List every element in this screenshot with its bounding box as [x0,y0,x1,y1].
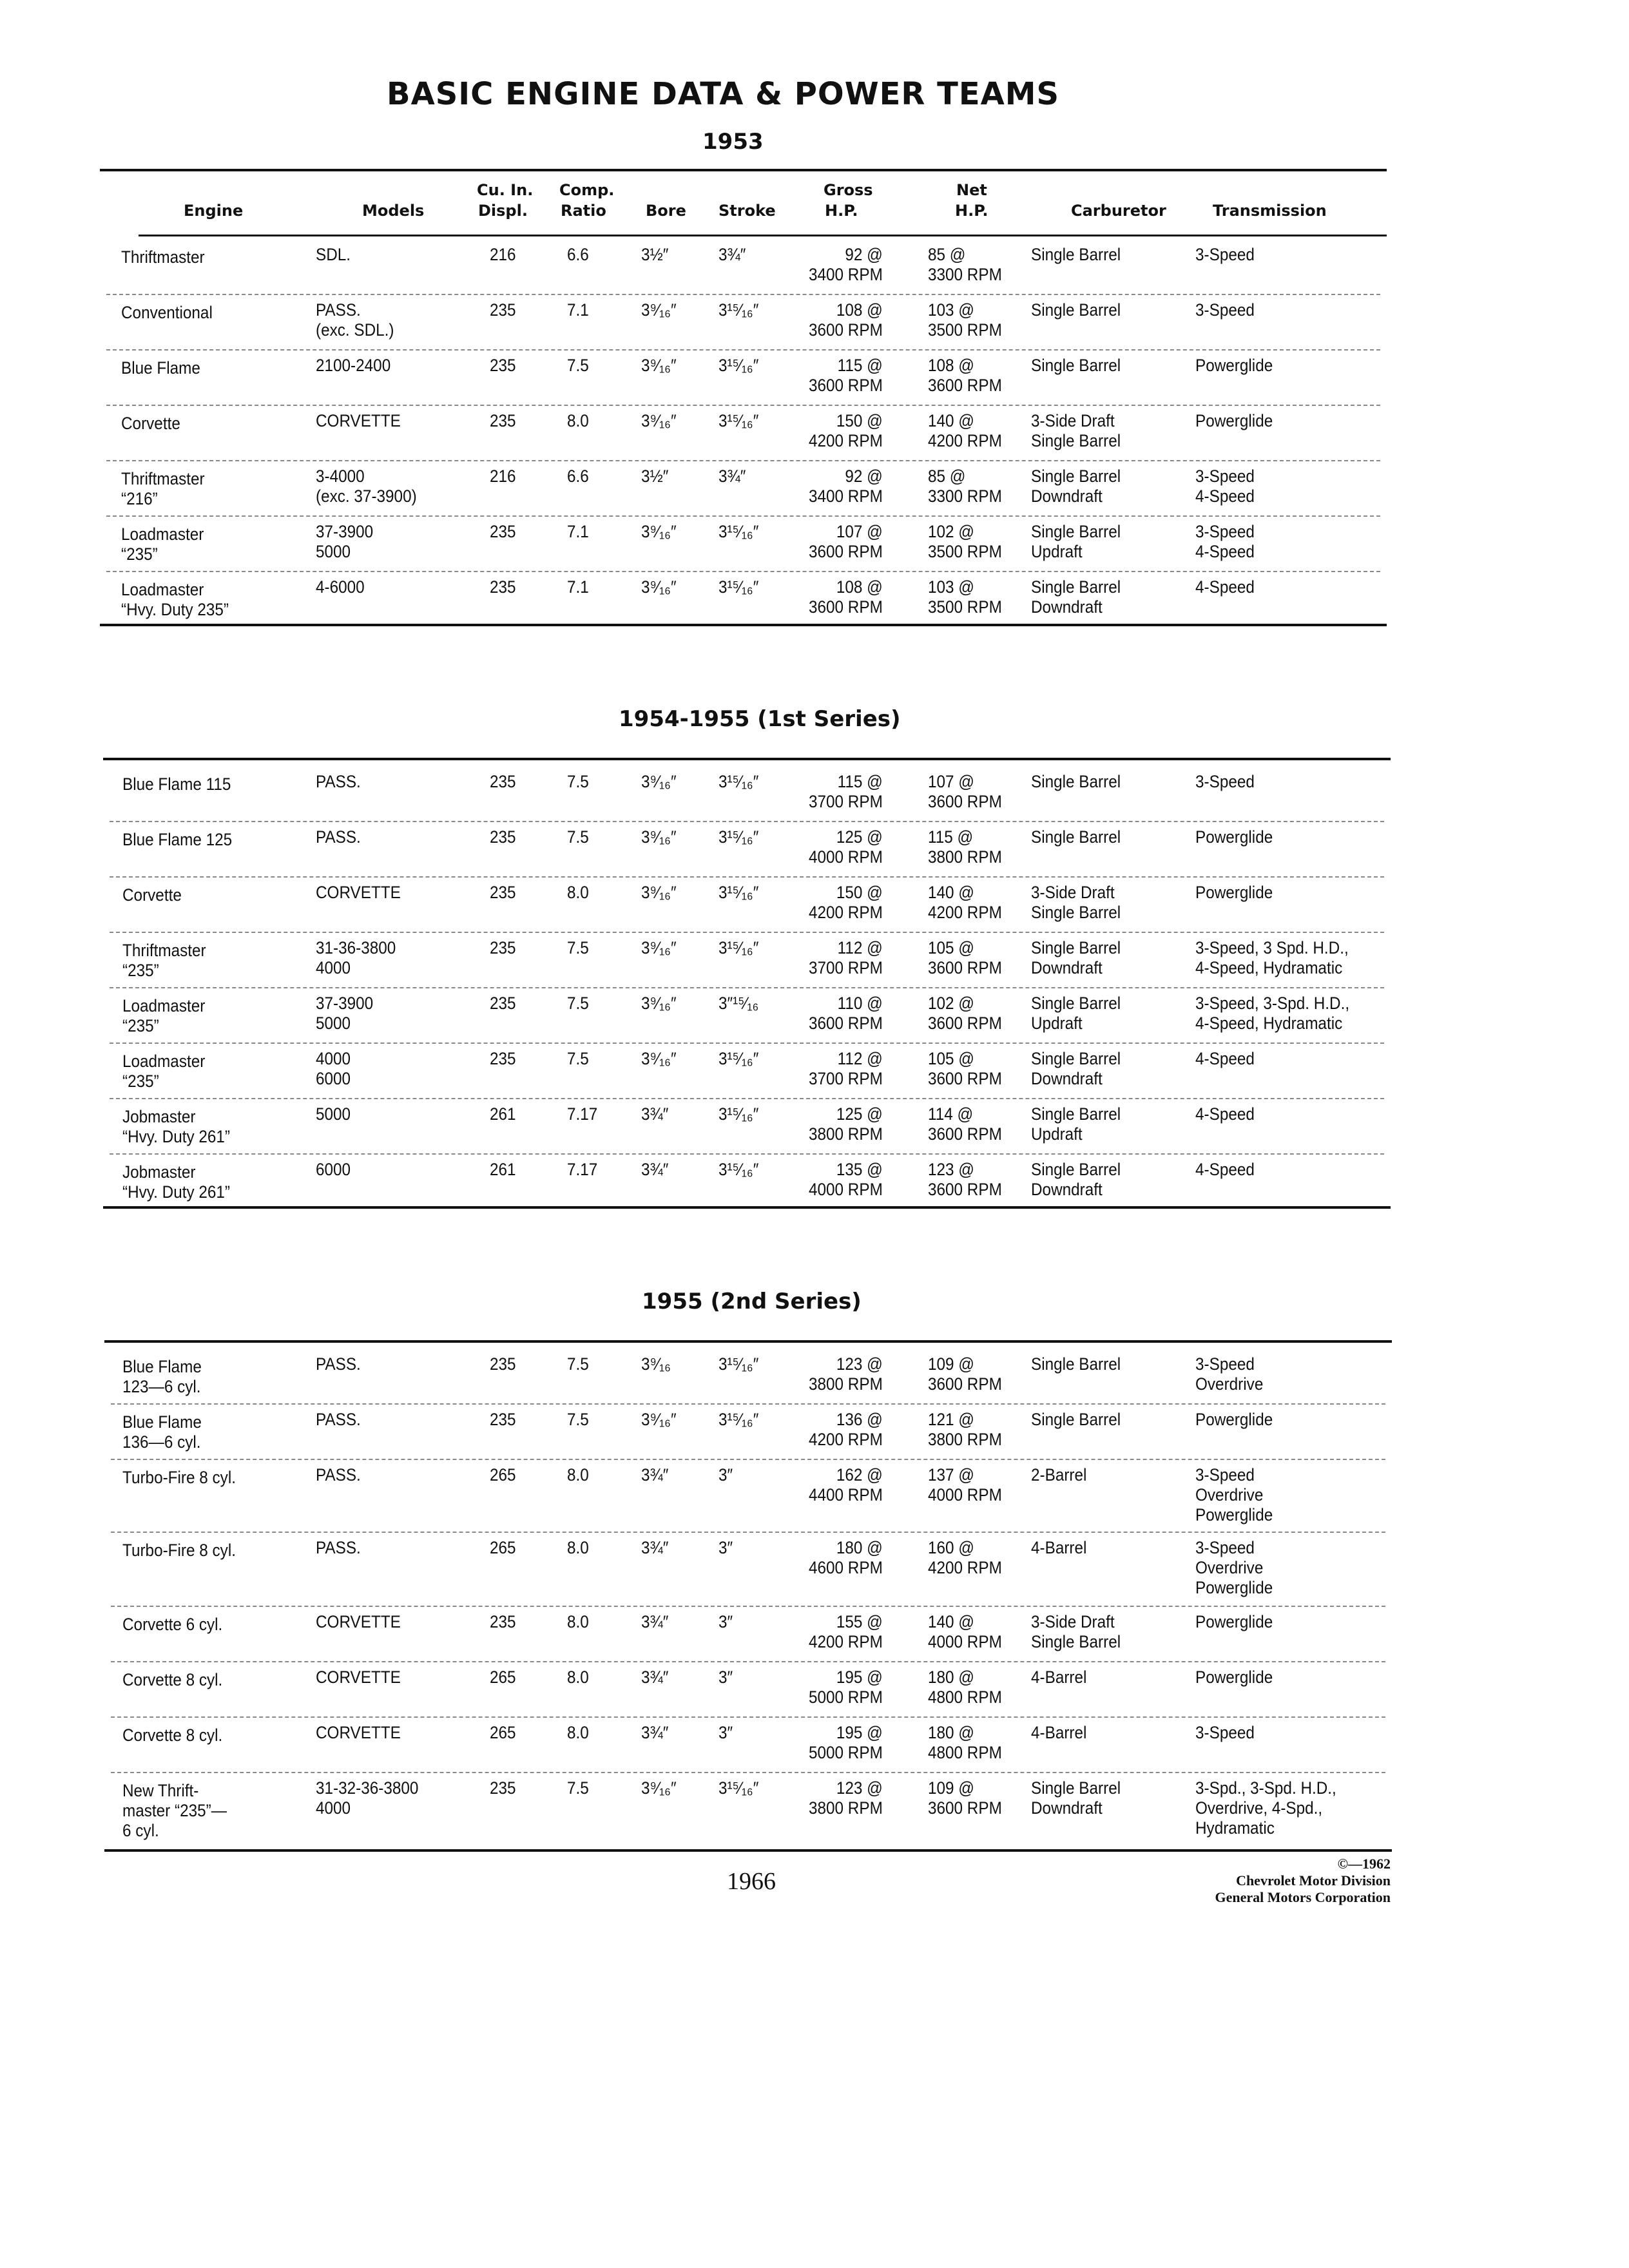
section-bottom-rule [104,1849,1392,1852]
cell-engine: Thriftmaster “235” [122,941,206,980]
cell-gross-hp: 155 @ 4200 RPM [809,1612,883,1651]
cell-comp-ratio: 7.1 [567,522,589,541]
cell-carburetor: 3-Side Draft Single Barrel [1031,1612,1121,1651]
cell-models: PASS. [316,827,361,847]
cell-stroke: 3″ [718,1538,733,1557]
cell-bore: 3⁹⁄₁₆″ [641,411,677,430]
cell-bore: 3⁹⁄₁₆″ [641,1778,677,1798]
cell-net-hp: 121 @ 3800 RPM [928,1410,1002,1449]
cell-bore: 3⁹⁄₁₆ [641,1354,671,1374]
cell-gross-hp: 92 @ 3400 RPM [809,466,883,506]
cell-bore: 3⁹⁄₁₆″ [641,300,677,320]
cell-displ: 235 [490,883,516,902]
cell-net-hp: 114 @ 3600 RPM [928,1104,1002,1144]
cell-transmission: 3-Speed Overdrive [1195,1354,1264,1394]
cell-gross-hp: 112 @ 3700 RPM [809,1049,883,1088]
cell-engine: Blue Flame [121,358,200,378]
cell-stroke: 3¹⁵⁄₁₆″ [718,883,759,902]
cell-stroke: 3¹⁵⁄₁₆″ [718,772,759,791]
cell-net-hp: 140 @ 4200 RPM [928,411,1002,450]
row-divider [106,294,1380,295]
row-divider [111,1661,1385,1662]
cell-gross-hp: 135 @ 4000 RPM [809,1160,883,1199]
cell-stroke: 3″ [718,1667,733,1687]
header-comp: Comp. [559,181,615,199]
cell-models: PASS. [316,1465,361,1485]
cell-carburetor: 4-Barrel [1031,1538,1087,1557]
cell-bore: 3¾″ [641,1723,669,1742]
cell-displ: 235 [490,938,516,957]
header-stroke: Stroke [718,202,776,220]
section-bottom-rule [100,624,1387,626]
cell-displ: 265 [490,1538,516,1557]
cell-bore: 3⁹⁄₁₆″ [641,1049,677,1068]
header-rule [139,235,1387,236]
cell-net-hp: 103 @ 3500 RPM [928,577,1002,617]
cell-engine: Loadmaster “235” [121,524,204,564]
cell-comp-ratio: 8.0 [567,1723,589,1742]
header-bore: Bore [646,202,686,220]
row-divider [106,460,1380,461]
row-divider [111,1772,1385,1773]
cell-displ: 235 [490,300,516,320]
cell-net-hp: 109 @ 3600 RPM [928,1778,1002,1818]
cell-models: 37-3900 5000 [316,994,374,1033]
cell-net-hp: 105 @ 3600 RPM [928,938,1002,977]
cell-comp-ratio: 8.0 [567,1538,589,1557]
header-displ: Displ. [478,202,528,220]
cell-stroke: 3¹⁵⁄₁₆″ [718,356,759,375]
cell-models: PASS. [316,1410,361,1429]
cell-engine: Thriftmaster [121,247,205,267]
cell-models: CORVETTE [316,883,401,902]
cell-gross-hp: 195 @ 5000 RPM [809,1723,883,1762]
cell-comp-ratio: 8.0 [567,411,589,430]
cell-bore: 3⁹⁄₁₆″ [641,994,677,1013]
cell-stroke: 3″ [718,1723,733,1742]
cell-stroke: 3¹⁵⁄₁₆″ [718,1104,759,1124]
cell-transmission: 3-Spd., 3-Spd. H.D., Overdrive, 4-Spd., Hydramatic [1195,1778,1336,1838]
cell-bore: 3⁹⁄₁₆″ [641,356,677,375]
cell-engine: Loadmaster “235” [122,1052,206,1091]
cell-comp-ratio: 6.6 [567,245,589,264]
cell-gross-hp: 123 @ 3800 RPM [809,1354,883,1394]
cell-transmission: 3-Speed [1195,300,1255,320]
cell-net-hp: 102 @ 3500 RPM [928,522,1002,561]
cell-gross-hp: 162 @ 4400 RPM [809,1465,883,1504]
cell-displ: 216 [490,466,516,486]
cell-carburetor: Single Barrel Updraft [1031,522,1121,561]
header-engine: Engine [184,202,244,220]
header-gross: Gross [824,181,873,199]
cell-models: PASS. [316,1354,361,1374]
cell-engine: Thriftmaster “216” [121,469,205,508]
row-divider [110,1098,1384,1099]
cell-bore: 3¾″ [641,1612,669,1631]
cell-models: PASS. [316,772,361,791]
cell-comp-ratio: 7.5 [567,772,589,791]
row-divider [110,876,1384,878]
cell-displ: 265 [490,1465,516,1485]
cell-comp-ratio: 8.0 [567,1667,589,1687]
cell-stroke: 3¹⁵⁄₁₆″ [718,411,759,430]
header-models: Models [362,202,425,220]
cell-engine: Corvette 8 cyl. [122,1725,223,1745]
cell-comp-ratio: 8.0 [567,1612,589,1631]
cell-stroke: 3¾″ [718,245,746,264]
cell-net-hp: 102 @ 3600 RPM [928,994,1002,1033]
cell-carburetor: Single Barrel Downdraft [1031,577,1121,617]
cell-net-hp: 103 @ 3500 RPM [928,300,1002,340]
cell-stroke: 3″ [718,1465,733,1485]
cell-displ: 235 [490,1778,516,1798]
cell-transmission: 3-Speed 4-Speed [1195,522,1255,561]
cell-net-hp: 137 @ 4000 RPM [928,1465,1002,1504]
cell-net-hp: 85 @ 3300 RPM [928,466,1002,506]
cell-comp-ratio: 8.0 [567,1465,589,1485]
row-divider [110,987,1384,988]
cell-engine: Loadmaster “235” [122,996,206,1035]
corporation-name: General Motors Corporation [1215,1889,1391,1905]
cell-carburetor: Single Barrel Downdraft [1031,938,1121,977]
cell-carburetor: 4-Barrel [1031,1723,1087,1742]
row-divider [111,1606,1385,1607]
section-year: 1953 [702,129,764,155]
cell-bore: 3⁹⁄₁₆″ [641,522,677,541]
cell-bore: 3¾″ [641,1465,669,1485]
cell-displ: 235 [490,356,516,375]
cell-carburetor: Single Barrel [1031,356,1121,375]
cell-displ: 261 [490,1104,516,1124]
cell-transmission: 4-Speed [1195,1160,1255,1179]
cell-displ: 235 [490,1049,516,1068]
row-divider [111,1716,1385,1718]
cell-transmission: 3-Speed [1195,245,1255,264]
cell-models: SDL. [316,245,351,264]
row-divider [106,405,1380,406]
cell-stroke: 3″ [718,1612,733,1631]
cell-carburetor: Single Barrel [1031,1354,1121,1374]
section-top-rule [104,1340,1392,1343]
cell-carburetor: Single Barrel [1031,1410,1121,1429]
cell-stroke: 3¹⁵⁄₁₆″ [718,827,759,847]
cell-gross-hp: 150 @ 4200 RPM [809,883,883,922]
cell-bore: 3¾″ [641,1538,669,1557]
cell-stroke: 3¹⁵⁄₁₆″ [718,938,759,957]
cell-gross-hp: 125 @ 3800 RPM [809,1104,883,1144]
cell-net-hp: 85 @ 3300 RPM [928,245,1002,284]
section-top-rule [103,758,1391,760]
cell-net-hp: 107 @ 3600 RPM [928,772,1002,811]
cell-bore: 3¾″ [641,1160,669,1179]
row-divider [111,1459,1385,1460]
cell-transmission: 3-Speed Overdrive Powerglide [1195,1465,1273,1524]
cell-gross-hp: 195 @ 5000 RPM [809,1667,883,1707]
cell-engine: Corvette [121,414,180,433]
cell-stroke: 3¹⁵⁄₁₆″ [718,1160,759,1179]
cell-net-hp: 160 @ 4200 RPM [928,1538,1002,1577]
cell-models: CORVETTE [316,1723,401,1742]
cell-models: 37-3900 5000 [316,522,374,561]
division-name: Chevrolet Motor Division [1236,1872,1391,1888]
cell-engine: Blue Flame 115 [122,774,231,794]
cell-models: CORVETTE [316,411,401,430]
cell-gross-hp: 125 @ 4000 RPM [809,827,883,867]
cell-transmission: Powerglide [1195,356,1273,375]
cell-stroke: 3¹⁵⁄₁₆″ [718,1778,759,1798]
cell-comp-ratio: 7.5 [567,356,589,375]
cell-net-hp: 108 @ 3600 RPM [928,356,1002,395]
cell-gross-hp: 112 @ 3700 RPM [809,938,883,977]
header-net-hp: H.P. [955,202,988,220]
cell-engine: Corvette 6 cyl. [122,1615,223,1634]
cell-models: 3-4000 (exc. 37-3900) [316,466,417,506]
row-divider [110,932,1384,933]
cell-engine: Loadmaster “Hvy. Duty 235” [121,580,229,619]
cell-carburetor: Single Barrel [1031,300,1121,320]
cell-transmission: Powerglide [1195,1612,1273,1631]
cell-bore: 3⁹⁄₁₆″ [641,883,677,902]
cell-gross-hp: 108 @ 3600 RPM [809,300,883,340]
cell-comp-ratio: 8.0 [567,883,589,902]
cell-engine: Blue Flame 125 [122,830,233,849]
cell-models: 5000 [316,1104,351,1124]
cell-bore: 3¾″ [641,1667,669,1687]
cell-gross-hp: 150 @ 4200 RPM [809,411,883,450]
cell-displ: 235 [490,411,516,430]
cell-gross-hp: 115 @ 3600 RPM [809,356,883,395]
cell-comp-ratio: 7.1 [567,300,589,320]
copyright: ©—1962 [1337,1856,1391,1872]
cell-models: 31-32-36-3800 4000 [316,1778,419,1818]
cell-comp-ratio: 7.5 [567,1049,589,1068]
header-carburetor: Carburetor [1071,202,1166,220]
cell-engine: New Thrift- master “235”— 6 cyl. [122,1781,227,1840]
cell-net-hp: 109 @ 3600 RPM [928,1354,1002,1394]
section-year: 1955 (2nd Series) [642,1289,862,1314]
cell-displ: 235 [490,522,516,541]
header-transmission: Transmission [1213,202,1327,220]
cell-stroke: 3¹⁵⁄₁₆″ [718,1410,759,1429]
cell-gross-hp: 123 @ 3800 RPM [809,1778,883,1818]
row-divider [110,821,1384,822]
cell-comp-ratio: 7.5 [567,1778,589,1798]
cell-carburetor: Single Barrel Downdraft [1031,1778,1121,1818]
cell-bore: 3¾″ [641,1104,669,1124]
cell-stroke: 3″¹⁵⁄₁₆ [718,994,759,1013]
cell-comp-ratio: 7.1 [567,577,589,597]
cell-gross-hp: 115 @ 3700 RPM [809,772,883,811]
cell-carburetor: Single Barrel Downdraft [1031,466,1121,506]
cell-models: 6000 [316,1160,351,1179]
cell-transmission: 4-Speed [1195,1104,1255,1124]
cell-net-hp: 140 @ 4200 RPM [928,883,1002,922]
row-divider [110,1153,1384,1155]
cell-carburetor: 3-Side Draft Single Barrel [1031,411,1121,450]
section-year: 1954-1955 (1st Series) [619,706,901,732]
cell-engine: Jobmaster “Hvy. Duty 261” [122,1107,230,1146]
cell-engine: Turbo-Fire 8 cyl. [122,1468,236,1487]
cell-net-hp: 180 @ 4800 RPM [928,1667,1002,1707]
cell-transmission: 4-Speed [1195,577,1255,597]
cell-displ: 261 [490,1160,516,1179]
cell-transmission: 3-Speed, 3-Spd. H.D., 4-Speed, Hydramatic [1195,994,1350,1033]
cell-models: PASS. [316,1538,361,1557]
cell-stroke: 3¹⁵⁄₁₆″ [718,1049,759,1068]
section-top-rule [100,169,1387,171]
cell-models: 4-6000 [316,577,365,597]
cell-comp-ratio: 7.17 [567,1160,598,1179]
cell-gross-hp: 136 @ 4200 RPM [809,1410,883,1449]
page-number: 1966 [727,1868,776,1895]
cell-transmission: 3-Speed, 3 Spd. H.D., 4-Speed, Hydramatic [1195,938,1349,977]
cell-models: 2100-2400 [316,356,391,375]
cell-displ: 235 [490,994,516,1013]
section-bottom-rule [103,1206,1391,1209]
cell-transmission: 3-Speed Overdrive Powerglide [1195,1538,1273,1597]
cell-carburetor: Single Barrel Downdraft [1031,1160,1121,1199]
cell-transmission: Powerglide [1195,1410,1273,1429]
cell-stroke: 3¹⁵⁄₁₆″ [718,577,759,597]
cell-displ: 235 [490,827,516,847]
header-ratio: Ratio [561,202,606,220]
cell-engine: Conventional [121,303,213,322]
header-cu-in: Cu. In. [477,181,534,199]
cell-carburetor: Single Barrel [1031,827,1121,847]
cell-carburetor: Single Barrel Updraft [1031,1104,1121,1144]
cell-displ: 235 [490,1410,516,1429]
cell-comp-ratio: 7.17 [567,1104,598,1124]
cell-bore: 3½″ [641,466,669,486]
cell-models: 4000 6000 [316,1049,351,1088]
cell-bore: 3½″ [641,245,669,264]
cell-models: CORVETTE [316,1667,401,1687]
cell-models: CORVETTE [316,1612,401,1631]
cell-comp-ratio: 7.5 [567,1410,589,1429]
cell-transmission: 3-Speed [1195,772,1255,791]
cell-gross-hp: 110 @ 3600 RPM [809,994,883,1033]
cell-transmission: 3-Speed [1195,1723,1255,1742]
cell-gross-hp: 108 @ 3600 RPM [809,577,883,617]
row-divider [110,1043,1384,1044]
cell-transmission: Powerglide [1195,883,1273,902]
cell-carburetor: Single Barrel [1031,245,1121,264]
cell-gross-hp: 107 @ 3600 RPM [809,522,883,561]
cell-displ: 265 [490,1723,516,1742]
cell-displ: 216 [490,245,516,264]
cell-models: PASS. (exc. SDL.) [316,300,394,340]
cell-displ: 235 [490,577,516,597]
cell-stroke: 3¹⁵⁄₁₆″ [718,522,759,541]
cell-carburetor: 2-Barrel [1031,1465,1087,1485]
cell-carburetor: Single Barrel Downdraft [1031,1049,1121,1088]
cell-net-hp: 105 @ 3600 RPM [928,1049,1002,1088]
cell-engine: Corvette 8 cyl. [122,1670,223,1689]
cell-comp-ratio: 7.5 [567,938,589,957]
cell-displ: 265 [490,1667,516,1687]
cell-engine: Corvette [122,885,182,905]
cell-bore: 3⁹⁄₁₆″ [641,772,677,791]
cell-comp-ratio: 7.5 [567,1354,589,1374]
cell-stroke: 3¹⁵⁄₁₆″ [718,1354,759,1374]
cell-engine: Blue Flame 136—6 cyl. [122,1412,202,1452]
cell-engine: Blue Flame 123—6 cyl. [122,1357,202,1396]
cell-comp-ratio: 6.6 [567,466,589,486]
cell-bore: 3⁹⁄₁₆″ [641,938,677,957]
cell-comp-ratio: 7.5 [567,994,589,1013]
cell-transmission: 3-Speed 4-Speed [1195,466,1255,506]
cell-bore: 3⁹⁄₁₆″ [641,1410,677,1429]
cell-displ: 235 [490,772,516,791]
cell-transmission: Powerglide [1195,411,1273,430]
cell-carburetor: Single Barrel Updraft [1031,994,1121,1033]
cell-carburetor: Single Barrel [1031,772,1121,791]
cell-net-hp: 123 @ 3600 RPM [928,1160,1002,1199]
cell-net-hp: 115 @ 3800 RPM [928,827,1002,867]
cell-gross-hp: 180 @ 4600 RPM [809,1538,883,1577]
cell-net-hp: 140 @ 4000 RPM [928,1612,1002,1651]
cell-engine: Jobmaster “Hvy. Duty 261” [122,1162,230,1202]
cell-transmission: Powerglide [1195,827,1273,847]
row-divider [106,515,1380,517]
row-divider [111,1532,1385,1533]
cell-transmission: 4-Speed [1195,1049,1255,1068]
cell-bore: 3⁹⁄₁₆″ [641,577,677,597]
header-net: Net [956,181,987,199]
row-divider [106,571,1380,572]
cell-displ: 235 [490,1354,516,1374]
row-divider [111,1403,1385,1405]
cell-carburetor: 4-Barrel [1031,1667,1087,1687]
header-gross-hp: H.P. [825,202,858,220]
cell-displ: 235 [490,1612,516,1631]
cell-engine: Turbo-Fire 8 cyl. [122,1541,236,1560]
cell-comp-ratio: 7.5 [567,827,589,847]
cell-transmission: Powerglide [1195,1667,1273,1687]
cell-carburetor: 3-Side Draft Single Barrel [1031,883,1121,922]
cell-net-hp: 180 @ 4800 RPM [928,1723,1002,1762]
cell-bore: 3⁹⁄₁₆″ [641,827,677,847]
cell-stroke: 3¾″ [718,466,746,486]
cell-stroke: 3¹⁵⁄₁₆″ [718,300,759,320]
cell-models: 31-36-3800 4000 [316,938,396,977]
row-divider [106,349,1380,351]
cell-gross-hp: 92 @ 3400 RPM [809,245,883,284]
